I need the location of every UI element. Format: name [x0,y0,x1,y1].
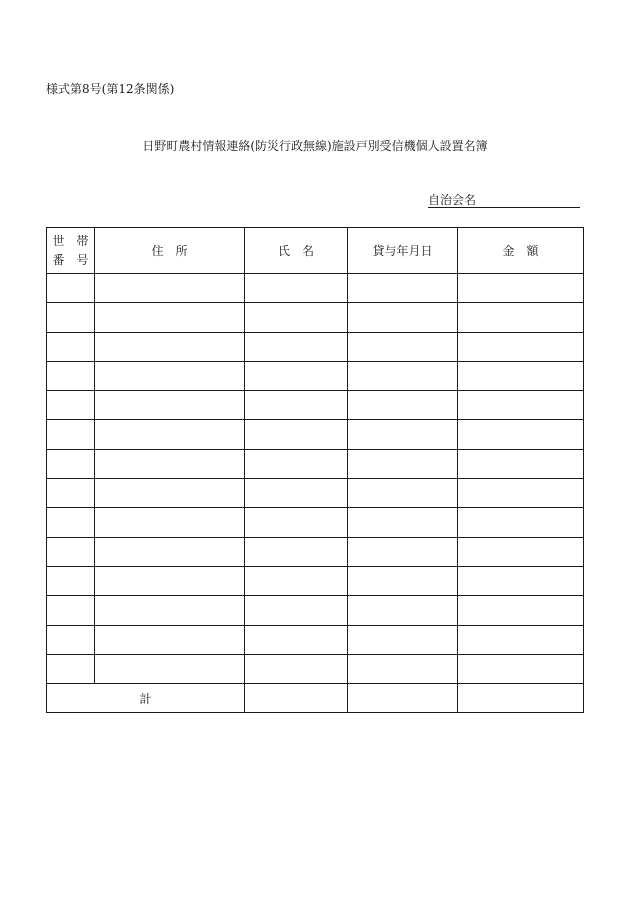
table-row [47,508,584,537]
cell-household-number [47,391,95,420]
association-name-label: 自治会名 [428,193,477,207]
cell-amount [458,596,584,625]
cell-loan-date [348,596,458,625]
table-row [47,391,584,420]
total-amount-cell [458,684,584,713]
cell-address [95,391,245,420]
header-household-number-line1: 世 帯 [52,233,89,248]
cell-household-number [47,449,95,478]
cell-address [95,625,245,654]
cell-address [95,654,245,683]
table-header-row [47,228,584,274]
cell-name [245,332,348,361]
cell-household-number [47,420,95,449]
header-name: 氏 名 [245,228,348,274]
cell-amount [458,566,584,595]
cell-amount [458,274,584,303]
cell-loan-date [348,420,458,449]
cell-household-number [47,508,95,537]
table-row [47,479,584,508]
table-row [47,332,584,361]
table-row [47,625,584,654]
header-amount: 金 額 [458,228,584,274]
cell-name [245,625,348,654]
cell-amount [458,332,584,361]
cell-amount [458,361,584,390]
cell-name [245,596,348,625]
cell-amount [458,391,584,420]
cell-household-number [47,625,95,654]
cell-loan-date [348,508,458,537]
header-loan-date: 貸与年月日 [348,228,458,274]
table-row [47,361,584,390]
cell-name [245,420,348,449]
form-number: 様式第8号(第12条関係) [46,82,175,96]
table-row [47,303,584,332]
cell-amount [458,303,584,332]
cell-name [245,274,348,303]
cell-loan-date [348,274,458,303]
cell-household-number [47,274,95,303]
table-row [47,274,584,303]
cell-loan-date [348,332,458,361]
cell-name [245,303,348,332]
cell-loan-date [348,566,458,595]
cell-name [245,566,348,595]
cell-address [95,274,245,303]
cell-name [245,654,348,683]
cell-amount [458,420,584,449]
cell-amount [458,654,584,683]
cell-loan-date [348,303,458,332]
registry-table [46,227,584,713]
cell-household-number [47,303,95,332]
cell-address [95,420,245,449]
cell-address [95,596,245,625]
cell-household-number [47,361,95,390]
cell-loan-date [348,361,458,390]
cell-amount [458,508,584,537]
cell-name [245,508,348,537]
cell-loan-date [348,537,458,566]
cell-name [245,361,348,390]
cell-address [95,479,245,508]
cell-household-number [47,332,95,361]
association-name-field [428,193,580,208]
cell-loan-date [348,479,458,508]
cell-loan-date [348,449,458,478]
cell-address [95,566,245,595]
header-address: 住 所 [95,228,245,274]
table-row [47,596,584,625]
cell-address [95,449,245,478]
cell-household-number [47,566,95,595]
cell-name [245,479,348,508]
cell-loan-date [348,654,458,683]
table-row [47,449,584,478]
total-name-cell [245,684,348,713]
cell-address [95,303,245,332]
cell-household-number [47,537,95,566]
cell-amount [458,537,584,566]
cell-address [95,537,245,566]
cell-household-number [47,479,95,508]
cell-address [95,332,245,361]
table-row [47,420,584,449]
cell-household-number [47,596,95,625]
cell-name [245,537,348,566]
cell-amount [458,479,584,508]
header-household-number [47,228,95,274]
cell-name [245,449,348,478]
cell-loan-date [348,625,458,654]
total-loan-date-cell [348,684,458,713]
document-title: 日野町農村情報連絡(防災行政無線)施設戸別受信機個人設置名簿 [142,139,488,153]
cell-address [95,508,245,537]
total-row [47,684,584,713]
table-row [47,537,584,566]
total-label: 計 [47,684,245,713]
table-body [47,274,584,684]
cell-amount [458,449,584,478]
cell-loan-date [348,391,458,420]
cell-address [95,361,245,390]
cell-household-number [47,654,95,683]
table-row [47,654,584,683]
header-household-number-line2: 番 号 [52,252,89,267]
cell-amount [458,625,584,654]
table-row [47,566,584,595]
cell-name [245,391,348,420]
